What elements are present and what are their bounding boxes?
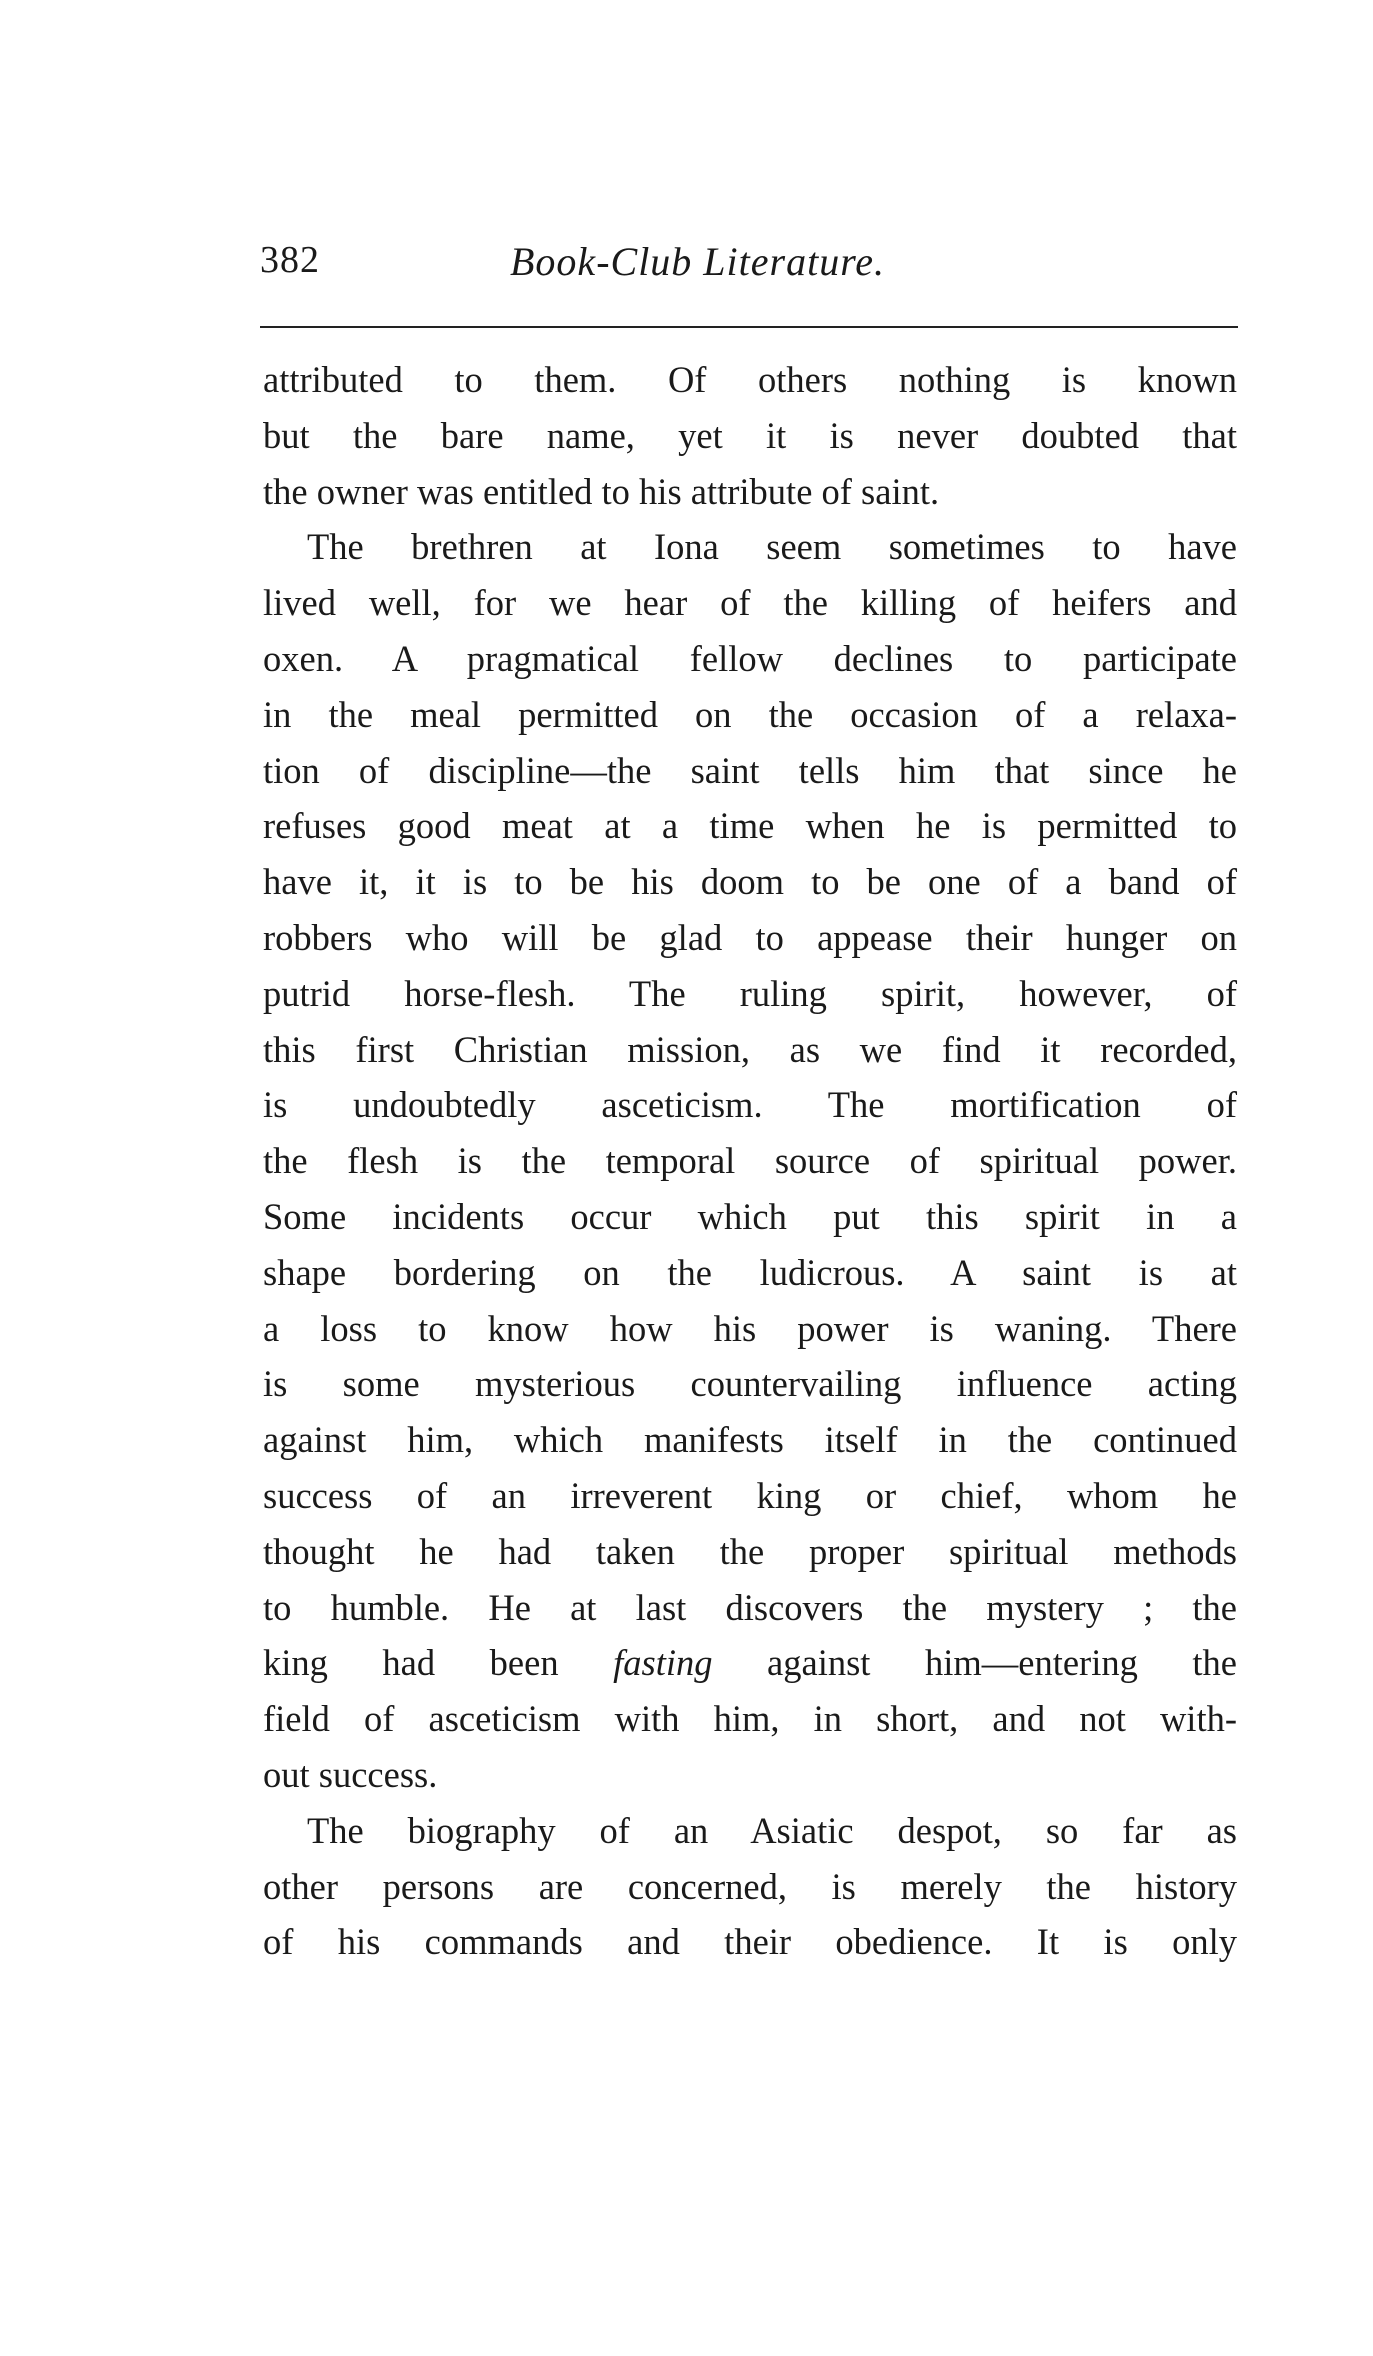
text-line: attributed to them. Of others nothing is known — [263, 359, 1237, 400]
text-line: to humble. He at last discovers the mystery ; the — [263, 1586, 1237, 1628]
text-line: is some mysterious countervailing influence acting — [263, 1363, 1237, 1405]
text-line: out success. — [263, 1753, 438, 1795]
header-rule — [260, 326, 1238, 328]
text-line: is undoubtedly asceticism. The mortification of — [263, 1084, 1237, 1126]
text-line: refuses good meat at a time when he is permitted to — [263, 805, 1237, 847]
text-line: have it, it is to be his doom to be one of a band of — [263, 861, 1237, 903]
text-line: putrid horse-flesh. The ruling spirit, however, of — [263, 972, 1237, 1014]
text-line: tion of discipline—the saint tells him that since he — [263, 749, 1237, 791]
text-line: success of an irreverent king or chief, whom he — [263, 1474, 1237, 1516]
text-line: the flesh is the temporal source of spiritual power. — [263, 1140, 1237, 1182]
paragraph-1 — [263, 352, 1237, 519]
text-line: other persons are concerned, is merely the history — [263, 1865, 1237, 1907]
italic-word: fasting — [613, 1642, 713, 1684]
text-line: in the meal permitted on the occasion of a relaxa- — [263, 693, 1237, 735]
page-number: 382 — [260, 239, 320, 281]
text-line: robbers who will be glad to appease their hunger on — [263, 916, 1237, 958]
text-line: the owner was entitled to his attribute of saint. — [263, 470, 940, 512]
text-segment: against him—entering the — [712, 1642, 1237, 1684]
paragraph-3 — [263, 1803, 1237, 1970]
body-text — [263, 352, 1237, 1970]
text-line: The biography of an Asiatic despot, so far as — [307, 1809, 1237, 1851]
text-line: of his commands and their obedience. It is only — [263, 1921, 1237, 1963]
text-line: The brethren at Iona seem sometimes to have — [307, 526, 1237, 568]
text-line: thought he had taken the proper spiritual methods — [263, 1530, 1237, 1572]
text-line: Some incidents occur which put this spirit in a — [263, 1195, 1237, 1237]
text-line: shape bordering on the ludicrous. A saint is at — [263, 1251, 1237, 1293]
text-line: against him, which manifests itself in the continued — [263, 1419, 1237, 1461]
running-head-title: Book-Club Literature. — [510, 239, 886, 284]
text-line: this first Christian mission, as we find it recorded, — [263, 1028, 1237, 1070]
text-line: a loss to know how his power is waning. There — [263, 1307, 1237, 1349]
text-line: field of asceticism with him, in short, and not with- — [263, 1698, 1237, 1740]
text-line-italic — [263, 1635, 1237, 1691]
text-line: but the bare name, yet it is never doubted that — [263, 414, 1237, 456]
text-segment: king had been — [263, 1642, 614, 1684]
text-line: lived well, for we hear of the killing of heifers and — [263, 582, 1237, 624]
running-head — [260, 238, 1238, 298]
paragraph-2 — [263, 519, 1237, 1802]
text-line: oxen. A pragmatical fellow declines to participate — [263, 637, 1237, 679]
